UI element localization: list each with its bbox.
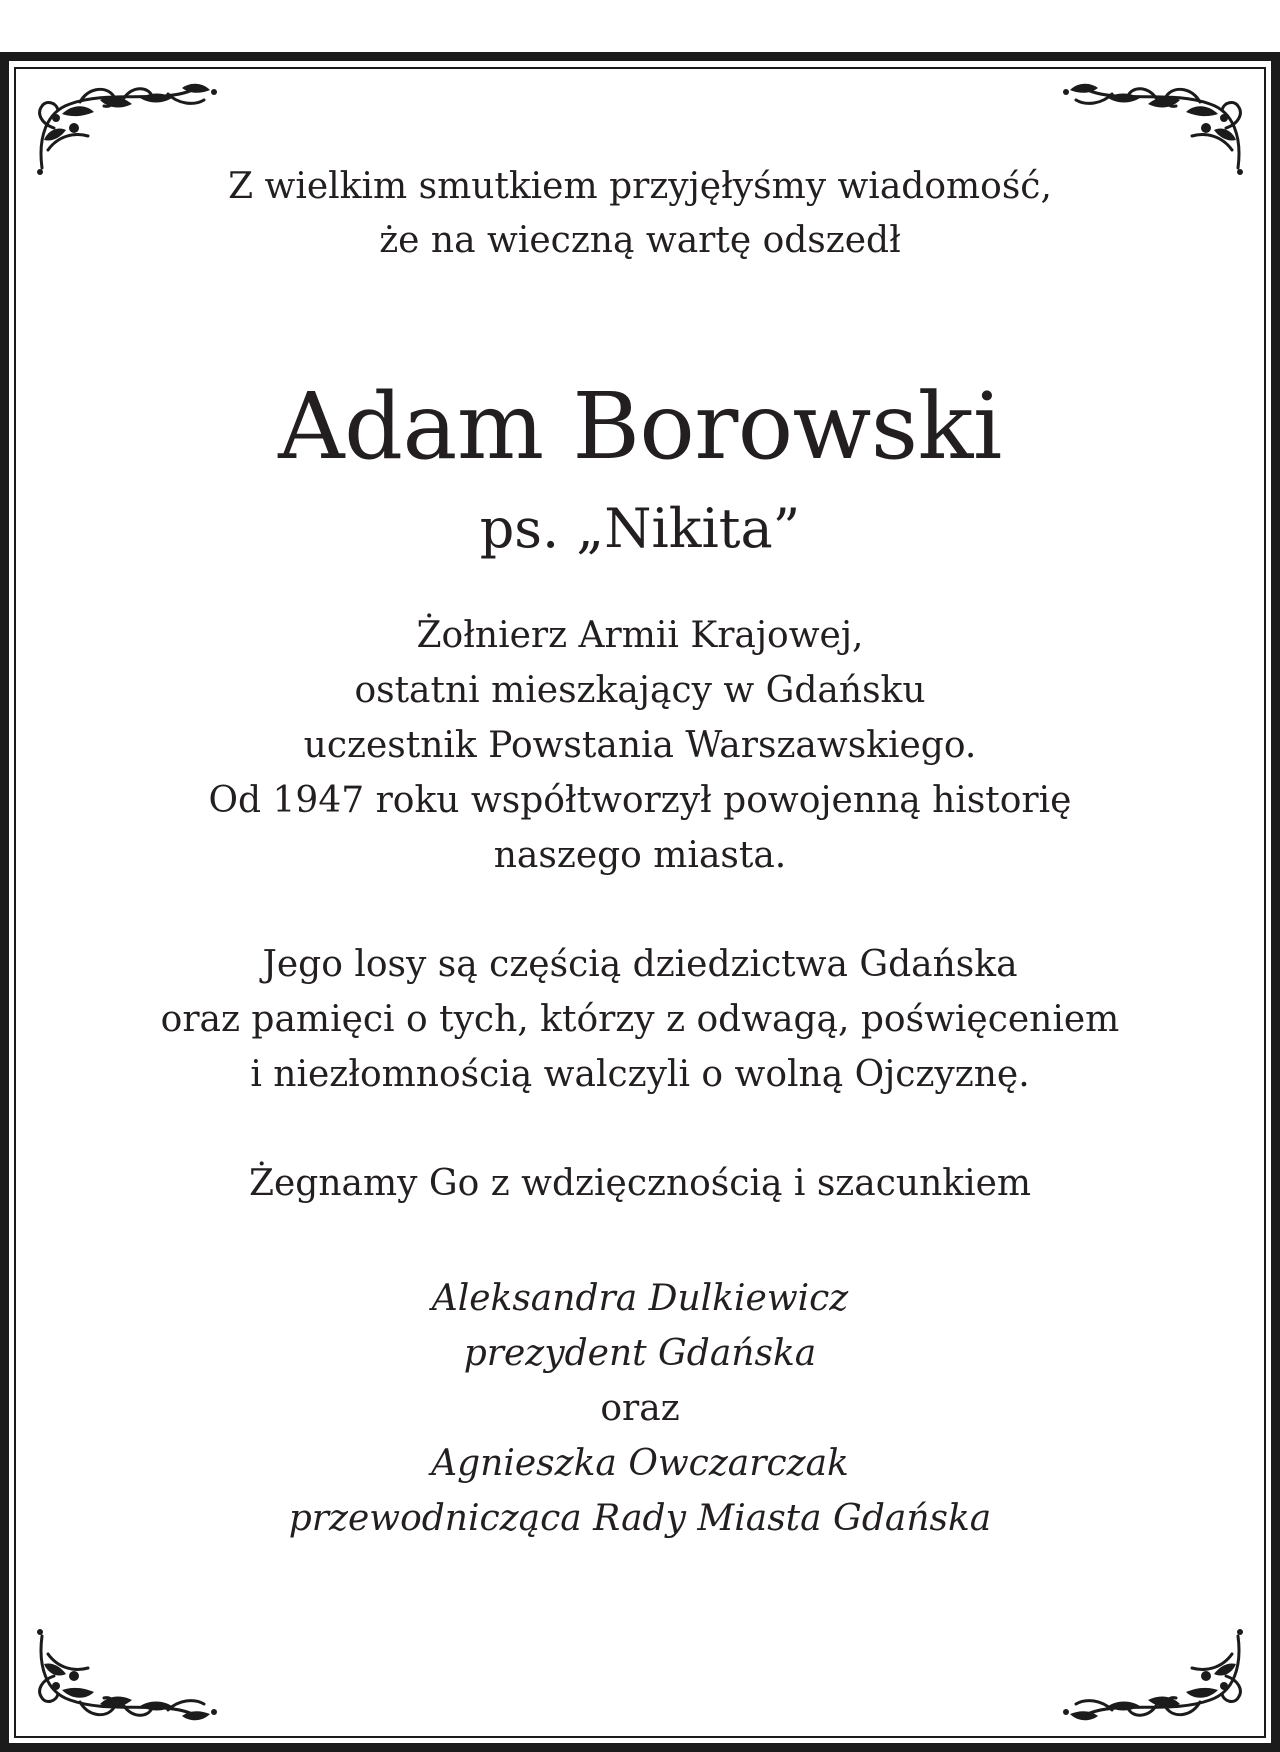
legacy-line: Jego losy są częścią dziedzictwa Gdańska (262, 944, 1018, 985)
deceased-alias: ps. „Nikita” (479, 497, 801, 560)
deceased-name: Adam Borowski (278, 373, 1002, 480)
farewell-line: Żegnamy Go z wdzięcznością i szacunkiem (248, 1163, 1032, 1204)
corner-ornament-icon (28, 1626, 218, 1726)
intro-line: Z wielkim smutkiem przyjęłyśmy wiadomość, (228, 166, 1052, 207)
farewell-paragraph (40, 1156, 1240, 1211)
corner-ornament-icon (1062, 1626, 1252, 1726)
obituary-notice (40, 160, 1240, 1546)
legacy-paragraph (40, 937, 1240, 1102)
signer-title: przewodnicząca Rady Miasta Gdańska (288, 1498, 992, 1539)
bio-line: ostatni mieszkający w Gdańsku (354, 670, 926, 711)
bio-line: uczestnik Powstania Warszawskiego. (303, 725, 977, 766)
signer-name: Aleksandra Dulkiewicz (431, 1278, 849, 1319)
legacy-line: i niezłomnością walczyli o wolną Ojczyznę. (250, 1054, 1030, 1095)
bio-line: Żołnierz Armii Krajowej, (416, 615, 864, 656)
intro-line: że na wieczną wartę odszedł (379, 220, 901, 261)
intro-text (40, 160, 1240, 268)
bio-paragraph (40, 608, 1240, 883)
signer-title: prezydent Gdańska (463, 1333, 817, 1374)
bio-line: naszego miasta. (493, 835, 787, 876)
legacy-line: oraz pamięci o tych, którzy z odwagą, poświęceniem (160, 999, 1120, 1040)
signatures-block (40, 1271, 1240, 1546)
bio-line: Od 1947 roku współtworzył powojenną historię (208, 780, 1072, 821)
signatures-conjunction: oraz (600, 1388, 680, 1429)
signer-name: Agnieszka Owczarczak (431, 1443, 849, 1484)
